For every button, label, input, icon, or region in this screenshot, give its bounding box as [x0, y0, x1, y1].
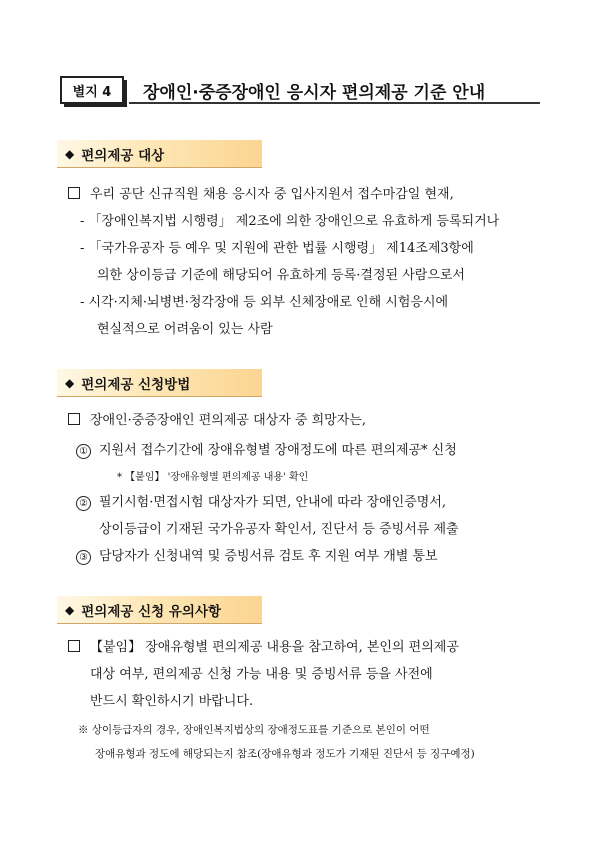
application-step-2-cont: 상이등급이 기재된 국가유공자 확인서, 진단서 등 증빙서류 제출	[99, 522, 459, 537]
application-step-1-note: * 【붙임】 '장애유형별 편의제공 내용' 확인	[117, 472, 309, 483]
notice-line-3: 반드시 확인하시기 바랍니다.	[90, 694, 254, 709]
diamond-icon: ◆	[65, 602, 75, 617]
step-number-2: ②	[76, 496, 91, 511]
step-number-1: ①	[76, 444, 91, 459]
notice-line-1: 【붙임】 장애유형별 편의제공 내용을 참고하여, 본인의 편의제공	[68, 640, 459, 656]
page-title: 장애인·중증장애인 응시자 편의제공 기준 안내	[143, 83, 486, 103]
checkbox-icon	[68, 640, 80, 652]
eligibility-line-2: - 「장애인복지법 시행령」 제2조에 의한 장애인으로 유효하게 등록되거나	[80, 214, 500, 229]
checkbox-icon	[68, 413, 80, 425]
appendix-tag: 별지 4	[60, 76, 124, 104]
checkbox-icon	[68, 187, 80, 199]
eligibility-line-4: 의한 상이등급 기준에 해당되어 유효하게 등록·결정된 사람으로서	[97, 268, 465, 283]
eligibility-line-3: - 「국가유공자 등 예우 및 지원에 관한 법률 시행령」 제14조제3항에	[80, 241, 474, 256]
notice-line-2: 대상 여부, 편의제공 신청 가능 내용 및 증빙서류 등을 사전에	[90, 667, 433, 682]
notice-footnote-2: 장애유형과 정도에 해당되는지 참조(장애유형과 정도가 기재된 진단서 등 징구예정)	[95, 748, 475, 760]
diamond-icon: ◆	[65, 375, 75, 390]
title-underline	[129, 102, 540, 104]
section-heading-label: 편의제공 신청 유의사항	[81, 603, 222, 620]
application-line-1: 장애인·중증장애인 편의제공 대상자 중 희망자는,	[68, 413, 366, 429]
section-heading-notices	[57, 596, 262, 624]
eligibility-line-6: 현실적으로 어려움이 있는 사람	[97, 322, 273, 337]
eligibility-line-5: - 시각·지체·뇌병변·청각장애 등 외부 신체장애로 인해 시험응시에	[80, 295, 449, 310]
notice-footnote-1: ※ 상이등급자의 경우, 장애인복지법상의 장애정도표를 기준으로 본인이 어떤	[78, 724, 430, 736]
application-step-1: ① 지원서 접수기간에 장애유형별 장애정도에 따른 편의제공* 신청	[76, 443, 457, 459]
diamond-icon: ◆	[65, 146, 75, 161]
application-step-2: ② 필기시험·면접시험 대상자가 되면, 안내에 따라 장애인증명서,	[76, 495, 446, 511]
eligibility-line-1: 우리 공단 신규직원 채용 응시자 중 입사지원서 접수마감일 현재,	[68, 187, 454, 203]
document-header	[57, 73, 540, 104]
section-heading-application	[57, 369, 262, 397]
application-step-3: ③ 담당자가 신청내역 및 증빙서류 검토 후 지원 여부 개별 통보	[76, 549, 438, 565]
section-heading-label: 편의제공 신청방법	[81, 376, 191, 393]
step-number-3: ③	[76, 550, 91, 565]
section-heading-eligibility	[57, 140, 262, 168]
section-heading-label: 편의제공 대상	[81, 147, 165, 164]
